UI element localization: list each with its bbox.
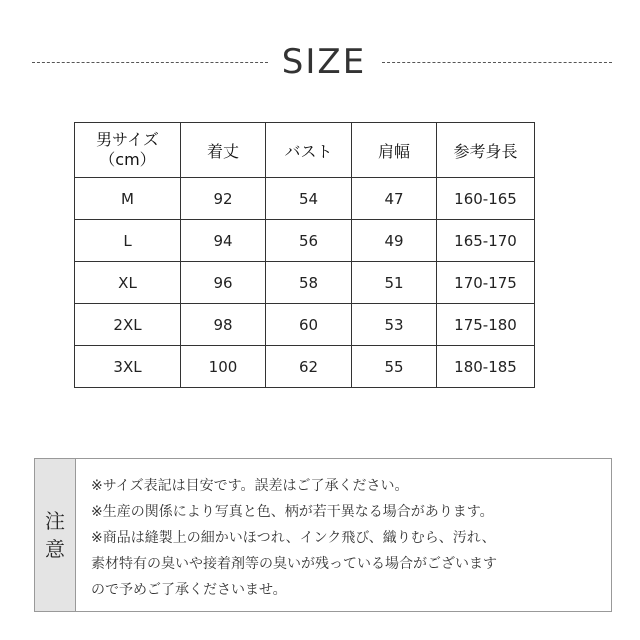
cell-height: 180-185 <box>437 346 535 388</box>
note-line: ※商品は縫製上の細かいほつれ、インク飛び、織りむら、汚れ、 <box>91 530 496 546</box>
header-bust: バスト <box>266 123 352 178</box>
cell-shoulder: 55 <box>352 346 437 388</box>
cell-bust: 58 <box>266 262 352 304</box>
cell-height: 170-175 <box>437 262 535 304</box>
notes-box <box>34 458 612 612</box>
cell-length: 98 <box>181 304 266 346</box>
cell-length: 96 <box>181 262 266 304</box>
cell-length: 94 <box>181 220 266 262</box>
notes-label <box>35 459 76 611</box>
note-line: ※サイズ表記は目安です。誤差はご了承ください。 <box>91 478 409 494</box>
note-line: ので予めご了承くださいませ。 <box>91 582 287 598</box>
cell-size: 3XL <box>75 346 181 388</box>
cell-bust: 54 <box>266 178 352 220</box>
notes-label-char: 意 <box>45 537 65 561</box>
header-size <box>75 123 181 178</box>
cell-shoulder: 53 <box>352 304 437 346</box>
table-row <box>75 220 535 262</box>
cell-size: 2XL <box>75 304 181 346</box>
cell-length: 100 <box>181 346 266 388</box>
table-row <box>75 304 535 346</box>
header-length: 着丈 <box>181 123 266 178</box>
cell-bust: 56 <box>266 220 352 262</box>
cell-bust: 60 <box>266 304 352 346</box>
cell-length: 92 <box>181 178 266 220</box>
notes-label-char: 注 <box>45 509 65 533</box>
table-row <box>75 178 535 220</box>
size-table <box>74 122 535 388</box>
page-title: SIZE <box>281 42 367 82</box>
table-header-row <box>75 123 535 178</box>
cell-bust: 62 <box>266 346 352 388</box>
title-row <box>0 40 640 84</box>
cell-size: M <box>75 178 181 220</box>
cell-size: L <box>75 220 181 262</box>
notes-text <box>91 473 601 603</box>
note-line: ※生産の関係により写真と色、柄が若干異なる場合があります。 <box>91 504 494 520</box>
cell-shoulder: 49 <box>352 220 437 262</box>
header-size-line2: （cm） <box>99 150 156 169</box>
header-height: 参考身長 <box>437 123 535 178</box>
cell-size: XL <box>75 262 181 304</box>
cell-height: 165-170 <box>437 220 535 262</box>
header-size-line1: 男サイズ <box>96 130 159 149</box>
cell-height: 175-180 <box>437 304 535 346</box>
title-divider-right <box>382 62 612 63</box>
cell-shoulder: 51 <box>352 262 437 304</box>
cell-shoulder: 47 <box>352 178 437 220</box>
cell-height: 160-165 <box>437 178 535 220</box>
note-line: 素材特有の臭いや接着剤等の臭いが残っている場合がございます <box>91 556 497 572</box>
title-divider-left <box>32 62 268 63</box>
table-row <box>75 262 535 304</box>
table-row <box>75 346 535 388</box>
header-shoulder: 肩幅 <box>352 123 437 178</box>
